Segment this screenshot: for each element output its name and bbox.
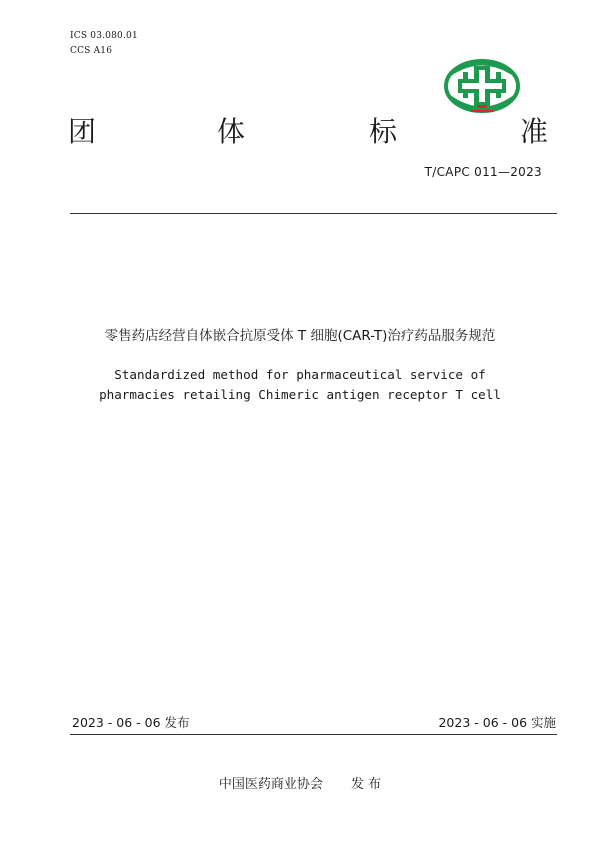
ics-code: ICS 03.080.01 <box>70 31 138 41</box>
standard-type-char: 团 <box>68 115 97 148</box>
standard-type-char: 标 <box>369 115 398 148</box>
header-divider <box>70 213 557 214</box>
standard-type-char: 准 <box>520 115 549 148</box>
standard-number: T/CAPC 011—2023 <box>424 165 542 179</box>
issuer-line <box>0 776 600 794</box>
title-english-line-2: pharmacies retailing Chimeric antigen receptor T cell <box>99 387 501 402</box>
implement-date: 2023 - 06 - 06 实施 <box>438 715 556 730</box>
ccs-code: CCS A16 <box>70 46 113 56</box>
issuer-action: 发 布 <box>350 777 382 792</box>
capc-logo-icon <box>441 58 523 118</box>
title-english-line-1: Standardized method for pharmaceutical service of <box>114 367 486 382</box>
standard-type-char: 体 <box>217 115 246 148</box>
title-chinese: 零售药店经营自体嵌合抗原受体 T 细胞(CAR-T)治疗药品服务规范 <box>104 328 496 344</box>
footer-divider <box>70 734 557 735</box>
publish-date: 2023 - 06 - 06 发布 <box>72 715 190 730</box>
issuer-organization: 中国医药商业协会 <box>218 777 323 792</box>
